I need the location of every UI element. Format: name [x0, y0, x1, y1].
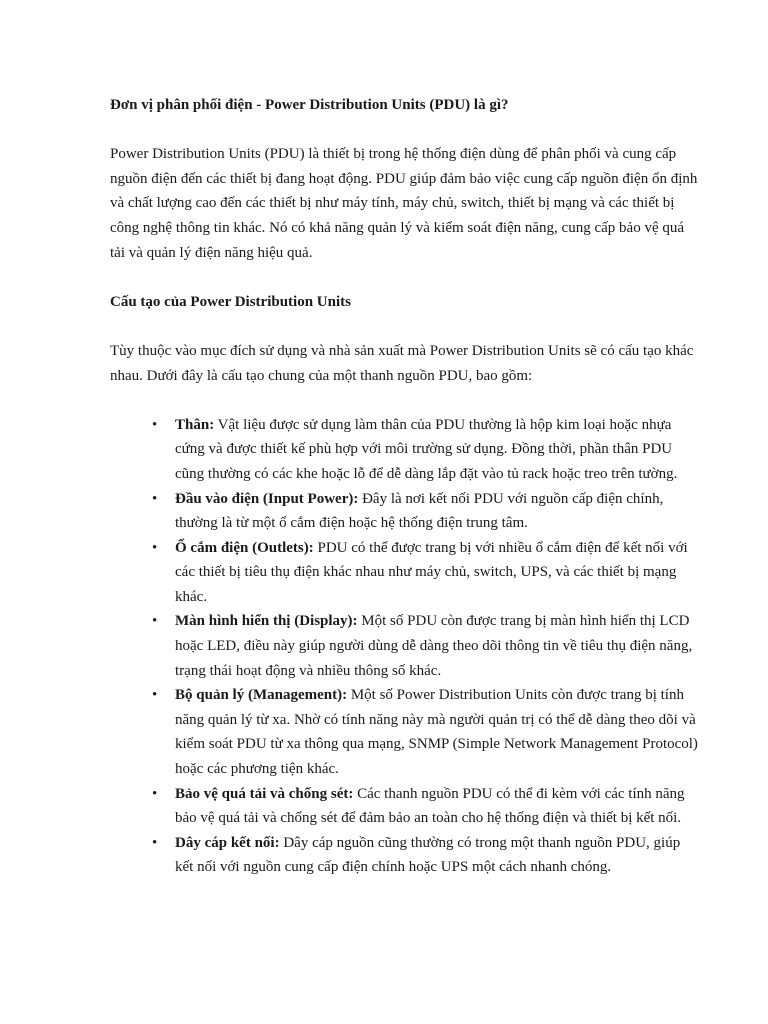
component-description: PDU có thể được trang bị với nhiều ổ cắm điện để kết nối với các thiết bị tiêu thụ điện khác nhau như máy chủ, switch, UPS, và các thiết bị mạng khác. [175, 539, 688, 605]
section-heading: Cấu tạo của Power Distribution Units [110, 293, 351, 310]
bullet-icon: • [152, 539, 158, 556]
list-item [152, 536, 700, 610]
component-description: Các thanh nguồn PDU có thể đi kèm với các tính năng bảo vệ quá tải và chống sét để đảm bảo an toàn cho hệ thống điện và thiết bị kết nối. [175, 785, 685, 827]
component-term: Thân: [175, 416, 215, 433]
page-title: Đơn vị phân phối điện - Power Distribution Units (PDU) là gì? [110, 97, 509, 113]
component-description: Dây cáp nguồn cũng thường có trong một thanh nguồn PDU, giúp kết nối với nguồn cung cấp điện chính hoặc UPS một cách nhanh chóng. [175, 834, 681, 876]
component-term: Đầu vào điện (Input Power): [175, 490, 359, 507]
bullet-icon: • [152, 834, 158, 851]
list-item [152, 831, 700, 880]
definition-paragraph: Power Distribution Units (PDU) là thiết bị trong hệ thống điện dùng để phân phối và cung cấp nguồn điện đến các thiết bị đang hoạt động. PDU giúp đảm bảo việc cung cấp nguồn điện ổn định và chất lượng cao đến các thiết bị như máy tính, máy chủ, switch, thiết bị mạng và các thiết bị công nghệ thông tin khác. Nó có khả năng quản lý và kiểm soát điện năng, cung cấp bảo vệ quá tải và quản lý điện năng hiệu quả. [110, 146, 698, 261]
bullet-icon: • [152, 687, 158, 704]
list-item [152, 683, 700, 781]
section-intro-paragraph: Tùy thuộc vào mục đích sử dụng và nhà sản xuất mà Power Distribution Units sẽ có cấu tạo khác nhau. Dưới đây là cấu tạo chung của một thanh nguồn PDU, bao gồm: [110, 342, 694, 384]
bullet-icon: • [152, 785, 158, 802]
component-description: Một số Power Distribution Units còn được trang bị tính năng quản lý từ xa. Nhờ có tính năng này mà người quản trị có thể dễ dàng theo dõi và kiểm soát PDU từ xa thông qua mạng, SNMP (Simple Network Management Protocol) hoặc các phương tiện khác. [175, 687, 698, 778]
component-term: Bộ quản lý (Management): [175, 687, 348, 704]
document-page [110, 93, 700, 880]
component-description: Đây là nơi kết nối PDU với nguồn cấp điện chính, thường là từ một ổ cắm điện hoặc hệ thống điện trung tâm. [175, 490, 664, 532]
list-item [152, 413, 700, 487]
component-term: Dây cáp kết nối: [175, 834, 280, 851]
bullet-icon: • [152, 613, 158, 630]
component-description: Vật liệu được sử dụng làm thân của PDU thường là hộp kim loại hoặc nhựa cứng và được thiết kế phù hợp với môi trường sử dụng. Đồng thời, phần thân PDU cũng thường có các khe hoặc lỗ để dễ dàng lắp đặt vào tủ rack hoặc treo trên tường. [175, 416, 678, 482]
list-item [152, 487, 700, 536]
list-item [152, 782, 700, 831]
bullet-icon: • [152, 416, 158, 433]
component-term: Màn hình hiển thị (Display): [175, 613, 358, 630]
component-term: Bảo vệ quá tải và chống sét: [175, 785, 354, 802]
list-item [152, 609, 700, 683]
components-list [110, 413, 700, 880]
component-term: Ổ cắm điện (Outlets): [175, 539, 314, 556]
bullet-icon: • [152, 490, 158, 507]
component-description: Một số PDU còn được trang bị màn hình hiển thị LCD hoặc LED, điều này giúp người dùng dễ dàng theo dõi thông tin về tiêu thụ điện năng, trạng thái hoạt động và nhiều thông số khác. [175, 613, 693, 679]
